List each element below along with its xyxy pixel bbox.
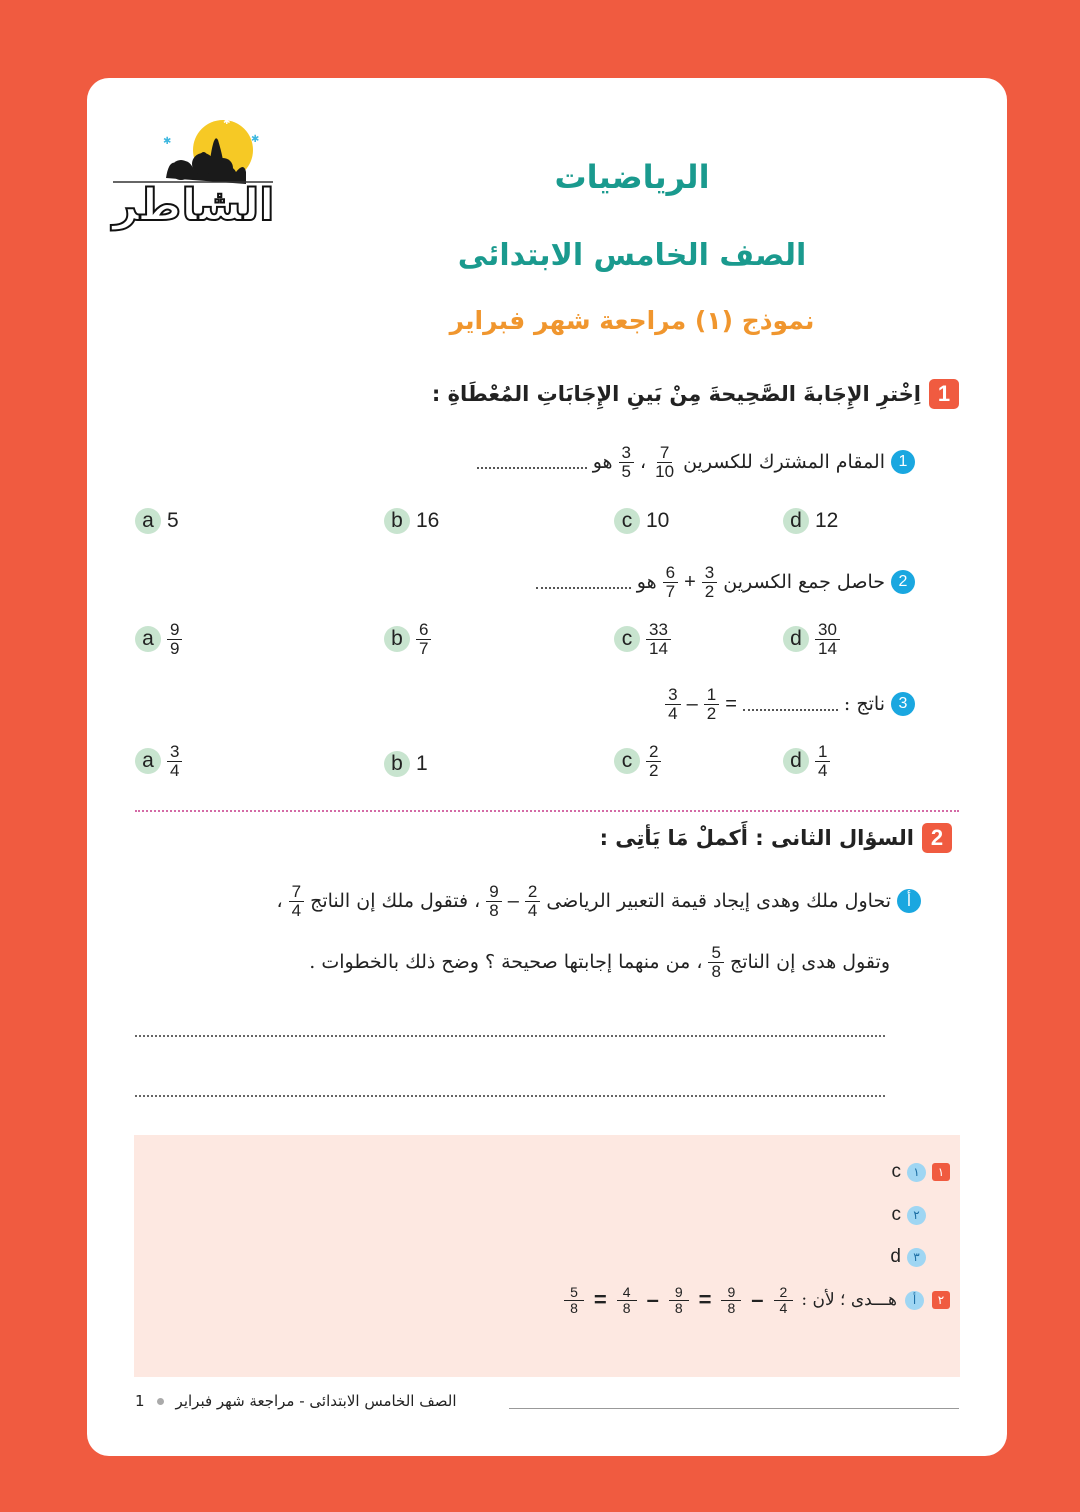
svg-text:✱: ✱ [223, 117, 231, 127]
denominator: 2 [706, 703, 717, 723]
numerator: 3 [619, 444, 634, 463]
section-number-badge: 1 [929, 379, 959, 409]
page-number: 1 [135, 1392, 145, 1410]
fraction [663, 564, 678, 601]
numerator: 5 [708, 944, 723, 963]
option-fraction [815, 621, 840, 658]
option-fraction [815, 743, 830, 780]
section2-question-line1 [276, 883, 921, 920]
step-fraction [721, 1285, 741, 1315]
minus-operator: – [686, 692, 698, 715]
option-d[interactable] [783, 621, 840, 658]
denominator: 9 [170, 638, 180, 658]
numerator: 6 [416, 621, 431, 640]
numerator: 9 [486, 883, 501, 902]
numerator: 3 [702, 564, 717, 583]
section2-question-line2 [309, 944, 890, 981]
option-letter: d [783, 508, 809, 534]
section1-title: اِخْترِ الإِجَابةَ الصَّحِيحةَ مِنْ بَينِ الإِجَابَاتِ المُعْطَاةِ : [431, 382, 921, 406]
denominator: 8 [489, 900, 499, 920]
answer-blank[interactable] [743, 709, 838, 711]
fraction [486, 883, 501, 920]
question-bullet: أ [897, 889, 921, 913]
fraction [289, 883, 304, 920]
denominator: 8 [727, 1299, 736, 1316]
option-letter: b [384, 626, 410, 652]
denominator: 7 [665, 581, 676, 601]
minus-operator: – [507, 889, 519, 912]
option-letter: c [614, 626, 640, 652]
question-number-bullet: 1 [891, 450, 915, 474]
numerator: 9 [167, 621, 182, 640]
section-divider [135, 810, 959, 812]
option-letter: b [384, 508, 410, 534]
option-d[interactable] [783, 743, 830, 780]
section2-header [600, 823, 952, 853]
option-fraction [167, 621, 182, 658]
fraction [525, 883, 540, 920]
answer-key-panel [134, 1135, 960, 1377]
numerator: 2 [774, 1285, 794, 1301]
denominator: 2 [704, 581, 715, 601]
numerator: 30 [815, 621, 840, 640]
answer-blank[interactable] [536, 587, 631, 589]
answer-row [890, 1246, 926, 1268]
fraction [702, 564, 717, 601]
denominator: 14 [649, 638, 668, 658]
fraction [665, 686, 680, 723]
question-text: هو [592, 451, 613, 474]
option-b[interactable] [384, 621, 431, 658]
answer-row [892, 1204, 927, 1226]
item-bubble: ٣ [907, 1248, 926, 1267]
numerator: 33 [646, 621, 671, 640]
numerator: 9 [721, 1285, 741, 1301]
step-operator: = [593, 1287, 607, 1313]
numerator: 1 [815, 743, 830, 762]
denominator: 5 [621, 461, 631, 481]
question-text: ، من منهما إجابتها صحيحة ؟ وضح ذلك بالخطوات . [309, 951, 703, 974]
option-value: 12 [815, 509, 839, 532]
answer-row [892, 1161, 951, 1183]
question-text: وتقول هدى إن الناتج [729, 951, 890, 974]
option-fraction [416, 621, 431, 658]
svg-text:✱: ✱ [163, 136, 172, 147]
option-value: 5 [167, 509, 179, 532]
option-letter: a [135, 508, 161, 534]
numerator: 7 [289, 883, 304, 902]
option-b[interactable] [384, 751, 428, 777]
option-letter: a [135, 626, 161, 652]
model-title: نموذج (١) مراجعة شهر فبراير [449, 306, 815, 335]
question-text: تحاول ملك وهدى إيجاد قيمة التعبير الرياضى [546, 890, 891, 913]
step-operator: = [698, 1287, 712, 1313]
question-3 [665, 686, 915, 723]
option-letter: a [135, 748, 161, 774]
section-badge: ٢ [932, 1291, 950, 1309]
denominator: 4 [818, 760, 828, 780]
fraction [708, 944, 723, 981]
numerator: 6 [663, 564, 678, 583]
numerator: 3 [167, 743, 182, 762]
question-text: حاصل جمع الكسرين [723, 571, 885, 594]
question-1 [477, 444, 915, 481]
question-2 [536, 564, 915, 601]
answer-line[interactable] [135, 1095, 885, 1097]
answer-line[interactable] [135, 1035, 885, 1037]
option-value: 10 [646, 509, 670, 532]
item-bubble: ٢ [907, 1206, 926, 1225]
explanation-text: هـــدى ؛ لأن : [801, 1290, 897, 1311]
grade-title: الصف الخامس الابتدائى [457, 238, 807, 273]
option-value: 16 [416, 509, 440, 532]
option-b[interactable] [384, 508, 439, 534]
answer-value: d [890, 1246, 901, 1267]
option-letter: c [614, 508, 640, 534]
question-text: هو [636, 571, 657, 594]
numerator: 4 [617, 1285, 637, 1301]
denominator: 10 [655, 461, 675, 481]
denominator: 4 [527, 900, 538, 920]
section-number-badge: 2 [922, 823, 952, 853]
worksheet-page [87, 78, 1007, 1456]
denominator: 4 [170, 760, 180, 780]
step-operator: – [646, 1287, 659, 1313]
question-text: ناتج : [843, 693, 885, 716]
step-operator: – [751, 1287, 764, 1313]
numerator: 3 [665, 686, 680, 705]
logo-text: الشاطر [112, 180, 275, 231]
denominator: 4 [668, 703, 678, 723]
option-letter: d [783, 626, 809, 652]
item-bubble: ١ [907, 1163, 926, 1182]
option-c[interactable] [614, 508, 669, 534]
answer-value: c [891, 1161, 901, 1182]
footer-rule [509, 1408, 959, 1409]
step-fraction [617, 1285, 637, 1315]
equals-sign: = [725, 692, 737, 715]
denominator: 8 [570, 1299, 578, 1316]
step-fraction [564, 1285, 584, 1315]
option-c[interactable] [614, 743, 661, 780]
subject-title: الرياضيات [554, 158, 710, 196]
numerator: 1 [704, 686, 719, 705]
section1-header [432, 379, 959, 409]
section-badge: ١ [932, 1163, 950, 1181]
option-a[interactable] [135, 621, 182, 658]
option-d[interactable] [783, 508, 838, 534]
numerator: 9 [669, 1285, 689, 1301]
option-value: 1 [416, 752, 428, 775]
denominator: 7 [419, 638, 429, 658]
option-letter: d [783, 748, 809, 774]
fraction [652, 444, 677, 481]
option-a[interactable] [135, 508, 179, 534]
solution-steps [564, 1285, 793, 1315]
separator: ، [640, 451, 647, 474]
footer [135, 1392, 457, 1410]
numerator: 5 [564, 1285, 584, 1301]
fraction [704, 686, 719, 723]
step-fraction [774, 1285, 794, 1315]
denominator: 4 [291, 900, 302, 920]
answer-value: c [891, 1204, 901, 1225]
option-a[interactable] [135, 743, 182, 780]
section2-title: السؤال الثانى : أَكملْ مَا يَأتِى : [599, 826, 914, 850]
plus-operator: + [684, 570, 696, 593]
denominator: 8 [711, 961, 721, 981]
option-letter: c [614, 748, 640, 774]
footer-text: الصف الخامس الابتدائى - مراجعة شهر فبراير [175, 1392, 457, 1410]
denominator: 8 [674, 1299, 683, 1316]
answer-row-explanation [564, 1285, 950, 1315]
question-number-bullet: 2 [891, 570, 915, 594]
numerator: 2 [646, 743, 661, 762]
denominator: 8 [622, 1299, 631, 1316]
option-c[interactable] [614, 621, 671, 658]
option-letter: b [384, 751, 410, 777]
option-fraction [646, 743, 661, 780]
denominator: 14 [818, 638, 837, 658]
answer-blank[interactable] [477, 467, 587, 469]
fraction [619, 444, 634, 481]
question-text: المقام المشترك للكسرين [683, 451, 885, 474]
denominator: 4 [779, 1299, 788, 1316]
svg-text:✱: ✱ [251, 134, 260, 145]
question-number-bullet: 3 [891, 692, 915, 716]
numerator: 2 [525, 883, 540, 902]
option-fraction [646, 621, 671, 658]
option-fraction [167, 743, 182, 780]
question-text: ، فتقول ملك إن الناتج [310, 890, 481, 913]
step-fraction [669, 1285, 689, 1315]
item-bubble: أ [905, 1291, 924, 1310]
numerator: 7 [657, 444, 672, 463]
question-text: ، [276, 890, 283, 913]
footer-dot-icon [157, 1398, 164, 1405]
denominator: 2 [649, 760, 659, 780]
